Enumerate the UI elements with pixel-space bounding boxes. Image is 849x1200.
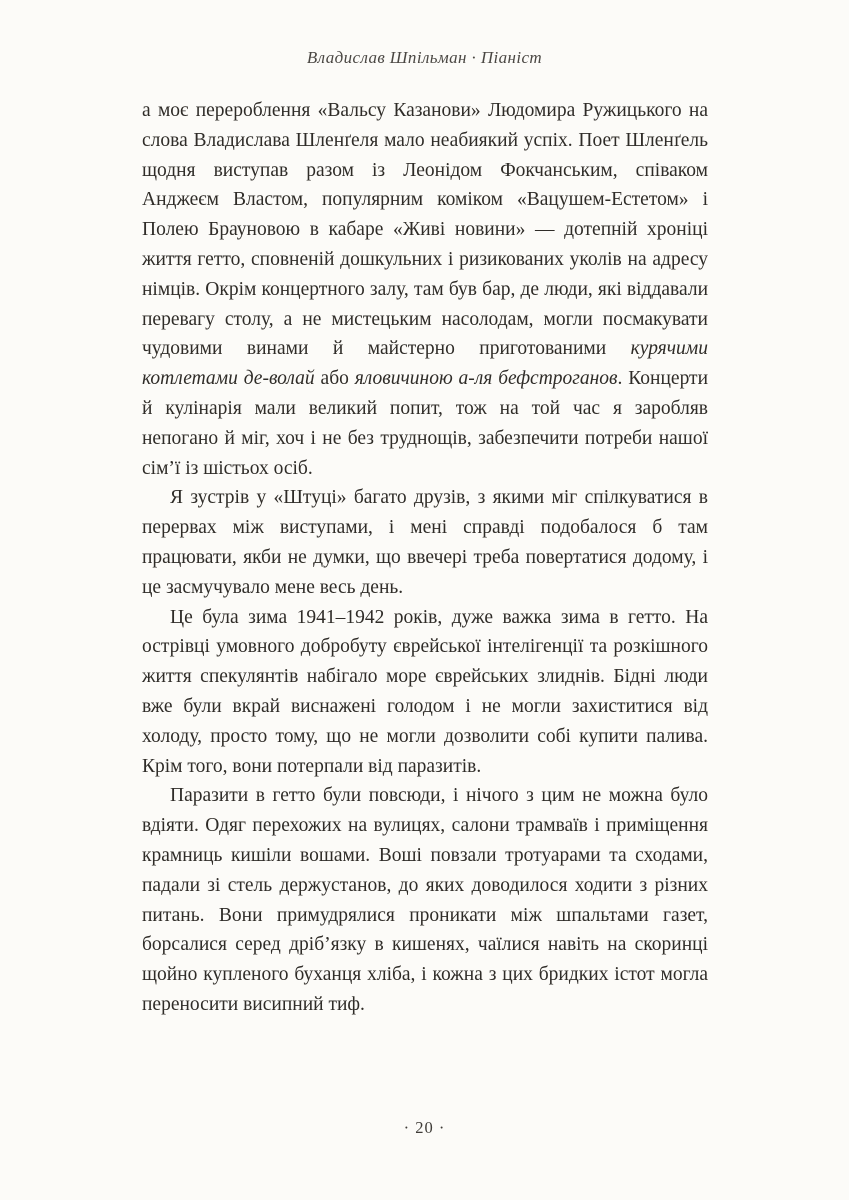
text-segment: або [314, 368, 355, 390]
page-body-text [142, 96, 708, 1020]
paragraph [142, 781, 708, 1019]
paragraph [142, 483, 708, 602]
paragraph [142, 603, 708, 782]
italic-text-segment: курячими котлетами де-волай [142, 338, 708, 390]
page-number: · 20 · [403, 1118, 446, 1137]
text-segment: Паразити в гетто були повсюди, і нічого з цим не можна було вдіяти. Одяг перехожих на вулицях, салони трамваїв і приміщення крамниць кишіли вошами. Воші повзали тротуарами та сходами, падали зі стель держустанов, до яких доводилося ходити з різних питань. Вони примудрялися проникати між шпальтами газет, борсалися серед дріб’язку в кишенях, чаїлися навіть на скоринці щойно купленого буханця хліба, і кожна з цих бридких істот могла переносити висипний тиф. [142, 785, 708, 1015]
italic-text-segment: яловичиною а-ля бефстроганов [354, 368, 618, 390]
text-segment: Це була зима 1941–1942 років, дуже важка зима в гетто. На острівці умовного добробуту єврейської інтелігенції та розкішного життя спекулянтів набігало море єврейських злиднів. Бідні люди вже були вкрай виснажені голодом і не могли захиститися від холоду, просто тому, що не могли дозволити собі купити палива. Крім того, вони потерпали від паразитів. [142, 606, 708, 777]
paragraph [142, 96, 708, 483]
running-head: Владислав Шпільман · Піаніст [306, 48, 543, 67]
text-segment: Я зустрів у «Штуці» багато друзів, з якими міг спілкуватися в перервах між виступами, і мені справді подобалося б там працювати, якби не думки, що ввечері треба повертатися додому, і це засмучувало мене весь день. [142, 487, 708, 598]
text-segment: а моє перероблення «Вальсу Казанови» Людомира Ружицького на слова Владислава Шленґеля мало неабиякий успіх. Поет Шленґель щодня виступав разом із Леонідом Фокчанським, співаком Анджеєм Властом, популярним коміком «Вацушем-Естетом» і Полею Брауновою в кабаре «Живі новини» — дотепній хроніці життя гетто, сповненій дошкульних і ризикованих уколів на адресу німців. Окрім концертного залу, там був бар, де люди, які віддавали перевагу столу, а не мистецьким насолодам, могли посмакувати чудовими винами й майстерно приготованими [142, 100, 708, 360]
text-segment: . Концерти й кулінарія мали великий попит, тож на той час я заробляв непогано й міг, хоч і не без труднощів, забезпечити потреби нашої сім’ї із шістьох осіб. [142, 368, 709, 479]
